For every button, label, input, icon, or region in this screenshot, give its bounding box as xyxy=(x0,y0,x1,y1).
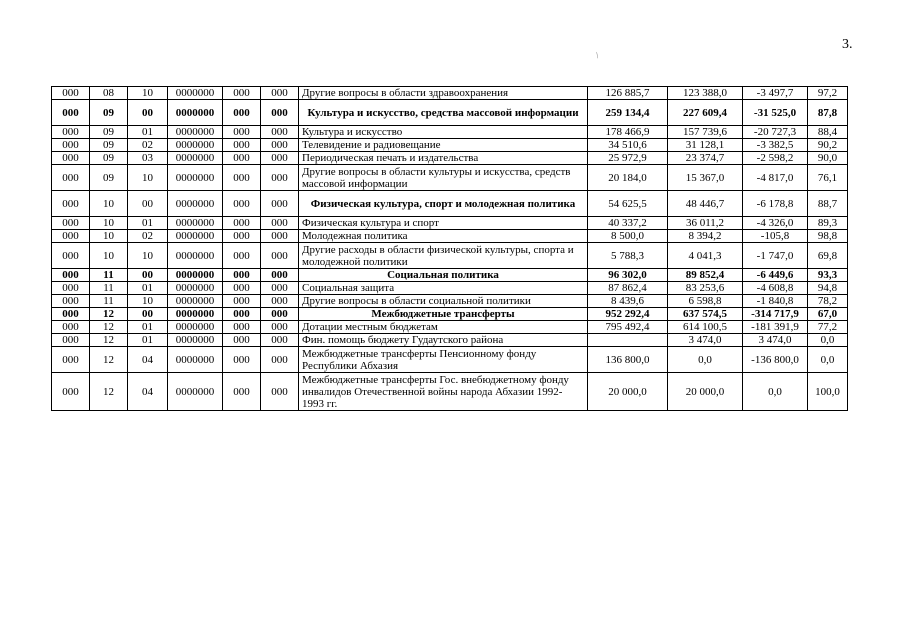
code-admin-cell: 000 xyxy=(52,373,90,411)
code-target-cell: 0000000 xyxy=(168,126,223,139)
budget-table xyxy=(51,86,848,411)
code-target-cell: 0000000 xyxy=(168,87,223,100)
code-section-cell: 10 xyxy=(90,191,128,217)
table-row xyxy=(52,87,848,100)
code-expense-type-cell: 000 xyxy=(223,373,261,411)
code-section-cell: 08 xyxy=(90,87,128,100)
item-name-cell: Физическая культура и спорт xyxy=(299,217,588,230)
planned-value-cell: 259 134,4 xyxy=(588,100,668,126)
deviation-value-cell: 0,0 xyxy=(743,373,808,411)
code-admin-cell: 000 xyxy=(52,334,90,347)
deviation-value-cell: -4 326,0 xyxy=(743,217,808,230)
planned-value-cell: 136 800,0 xyxy=(588,347,668,373)
table-row xyxy=(52,282,848,295)
deviation-value-cell: -4 608,8 xyxy=(743,282,808,295)
deviation-value-cell: -1 747,0 xyxy=(743,243,808,269)
percent-value-cell: 88,4 xyxy=(808,126,848,139)
code-expense-type-cell: 000 xyxy=(223,282,261,295)
table-row xyxy=(52,321,848,334)
code-section-cell: 11 xyxy=(90,295,128,308)
code-subsection-cell: 04 xyxy=(128,347,168,373)
code-econ-cell: 000 xyxy=(261,165,299,191)
code-expense-type-cell: 000 xyxy=(223,243,261,269)
code-subsection-cell: 01 xyxy=(128,334,168,347)
code-section-cell: 11 xyxy=(90,269,128,282)
code-admin-cell: 000 xyxy=(52,191,90,217)
code-econ-cell: 000 xyxy=(261,321,299,334)
percent-value-cell: 93,3 xyxy=(808,269,848,282)
code-expense-type-cell: 000 xyxy=(223,139,261,152)
code-section-cell: 10 xyxy=(90,243,128,269)
planned-value-cell: 96 302,0 xyxy=(588,269,668,282)
planned-value-cell: 8 500,0 xyxy=(588,230,668,243)
code-admin-cell: 000 xyxy=(52,87,90,100)
code-expense-type-cell: 000 xyxy=(223,321,261,334)
code-expense-type-cell: 000 xyxy=(223,230,261,243)
deviation-value-cell: -1 840,8 xyxy=(743,295,808,308)
code-subsection-cell: 10 xyxy=(128,87,168,100)
code-subsection-cell: 10 xyxy=(128,243,168,269)
code-expense-type-cell: 000 xyxy=(223,100,261,126)
pen-mark: / xyxy=(593,50,601,60)
code-target-cell: 0000000 xyxy=(168,334,223,347)
code-target-cell: 0000000 xyxy=(168,269,223,282)
item-name-cell: Социальная защита xyxy=(299,282,588,295)
code-target-cell: 0000000 xyxy=(168,165,223,191)
actual-value-cell: 6 598,8 xyxy=(668,295,743,308)
planned-value-cell: 34 510,6 xyxy=(588,139,668,152)
actual-value-cell: 20 000,0 xyxy=(668,373,743,411)
code-econ-cell: 000 xyxy=(261,100,299,126)
actual-value-cell: 36 011,2 xyxy=(668,217,743,230)
percent-value-cell: 69,8 xyxy=(808,243,848,269)
code-econ-cell: 000 xyxy=(261,126,299,139)
code-subsection-cell: 02 xyxy=(128,230,168,243)
table-row xyxy=(52,308,848,321)
table-row xyxy=(52,152,848,165)
code-subsection-cell: 01 xyxy=(128,126,168,139)
actual-value-cell: 614 100,5 xyxy=(668,321,743,334)
table-row xyxy=(52,334,848,347)
code-target-cell: 0000000 xyxy=(168,139,223,152)
code-subsection-cell: 00 xyxy=(128,269,168,282)
item-name-cell: Другие вопросы в области культуры и искусства, средств массовой информации xyxy=(299,165,588,191)
code-section-cell: 09 xyxy=(90,165,128,191)
actual-value-cell: 157 739,6 xyxy=(668,126,743,139)
deviation-value-cell: -3 382,5 xyxy=(743,139,808,152)
code-expense-type-cell: 000 xyxy=(223,152,261,165)
code-target-cell: 0000000 xyxy=(168,373,223,411)
deviation-value-cell: -136 800,0 xyxy=(743,347,808,373)
code-admin-cell: 000 xyxy=(52,295,90,308)
code-subsection-cell: 03 xyxy=(128,152,168,165)
table-body xyxy=(52,87,848,411)
code-subsection-cell: 00 xyxy=(128,308,168,321)
table-row xyxy=(52,347,848,373)
percent-value-cell: 90,2 xyxy=(808,139,848,152)
table-row xyxy=(52,165,848,191)
code-target-cell: 0000000 xyxy=(168,100,223,126)
deviation-value-cell: -31 525,0 xyxy=(743,100,808,126)
code-expense-type-cell: 000 xyxy=(223,269,261,282)
planned-value-cell: 87 862,4 xyxy=(588,282,668,295)
code-subsection-cell: 00 xyxy=(128,191,168,217)
item-name-cell: Другие вопросы в области здравоохранения xyxy=(299,87,588,100)
planned-value-cell: 5 788,3 xyxy=(588,243,668,269)
code-admin-cell: 000 xyxy=(52,243,90,269)
code-expense-type-cell: 000 xyxy=(223,334,261,347)
code-admin-cell: 000 xyxy=(52,152,90,165)
actual-value-cell: 83 253,6 xyxy=(668,282,743,295)
deviation-value-cell: -314 717,9 xyxy=(743,308,808,321)
deviation-value-cell: -6 178,8 xyxy=(743,191,808,217)
table-row xyxy=(52,230,848,243)
table-row xyxy=(52,139,848,152)
actual-value-cell: 23 374,7 xyxy=(668,152,743,165)
code-subsection-cell: 01 xyxy=(128,282,168,295)
percent-value-cell: 67,0 xyxy=(808,308,848,321)
code-subsection-cell: 04 xyxy=(128,373,168,411)
item-name-cell: Дотации местным бюджетам xyxy=(299,321,588,334)
item-name-cell: Фин. помощь бюджету Гудаутского района xyxy=(299,334,588,347)
code-expense-type-cell: 000 xyxy=(223,126,261,139)
code-section-cell: 11 xyxy=(90,282,128,295)
code-expense-type-cell: 000 xyxy=(223,347,261,373)
code-section-cell: 10 xyxy=(90,230,128,243)
percent-value-cell: 0,0 xyxy=(808,347,848,373)
code-section-cell: 09 xyxy=(90,100,128,126)
table-row xyxy=(52,217,848,230)
item-name-cell: Телевидение и радиовещание xyxy=(299,139,588,152)
code-econ-cell: 000 xyxy=(261,334,299,347)
item-name-cell: Межбюджетные трансферты xyxy=(299,308,588,321)
code-section-cell: 09 xyxy=(90,139,128,152)
code-section-cell: 12 xyxy=(90,308,128,321)
actual-value-cell: 48 446,7 xyxy=(668,191,743,217)
code-admin-cell: 000 xyxy=(52,230,90,243)
code-admin-cell: 000 xyxy=(52,321,90,334)
actual-value-cell: 31 128,1 xyxy=(668,139,743,152)
percent-value-cell: 78,2 xyxy=(808,295,848,308)
page-number: 3. xyxy=(842,37,853,52)
code-subsection-cell: 00 xyxy=(128,100,168,126)
item-name-cell: Другие расходы в области физической культуры, спорта и молодежной политики xyxy=(299,243,588,269)
actual-value-cell: 4 041,3 xyxy=(668,243,743,269)
actual-value-cell: 227 609,4 xyxy=(668,100,743,126)
code-target-cell: 0000000 xyxy=(168,347,223,373)
code-admin-cell: 000 xyxy=(52,126,90,139)
code-subsection-cell: 10 xyxy=(128,295,168,308)
percent-value-cell: 89,3 xyxy=(808,217,848,230)
code-expense-type-cell: 000 xyxy=(223,308,261,321)
code-target-cell: 0000000 xyxy=(168,217,223,230)
deviation-value-cell: -181 391,9 xyxy=(743,321,808,334)
planned-value-cell: 25 972,9 xyxy=(588,152,668,165)
code-subsection-cell: 02 xyxy=(128,139,168,152)
code-expense-type-cell: 000 xyxy=(223,295,261,308)
code-target-cell: 0000000 xyxy=(168,230,223,243)
code-expense-type-cell: 000 xyxy=(223,87,261,100)
code-econ-cell: 000 xyxy=(261,191,299,217)
item-name-cell: Культура и искусство, средства массовой информации xyxy=(299,100,588,126)
actual-value-cell: 123 388,0 xyxy=(668,87,743,100)
code-admin-cell: 000 xyxy=(52,282,90,295)
planned-value-cell: 40 337,2 xyxy=(588,217,668,230)
code-target-cell: 0000000 xyxy=(168,295,223,308)
table-row xyxy=(52,295,848,308)
code-econ-cell: 000 xyxy=(261,217,299,230)
planned-value-cell xyxy=(588,334,668,347)
actual-value-cell: 637 574,5 xyxy=(668,308,743,321)
percent-value-cell: 94,8 xyxy=(808,282,848,295)
code-expense-type-cell: 000 xyxy=(223,165,261,191)
deviation-value-cell: -105,8 xyxy=(743,230,808,243)
code-econ-cell: 000 xyxy=(261,87,299,100)
percent-value-cell: 88,7 xyxy=(808,191,848,217)
code-admin-cell: 000 xyxy=(52,165,90,191)
item-name-cell: Другие вопросы в области социальной политики xyxy=(299,295,588,308)
code-admin-cell: 000 xyxy=(52,308,90,321)
code-econ-cell: 000 xyxy=(261,230,299,243)
deviation-value-cell: -6 449,6 xyxy=(743,269,808,282)
code-section-cell: 09 xyxy=(90,126,128,139)
code-section-cell: 12 xyxy=(90,334,128,347)
percent-value-cell: 0,0 xyxy=(808,334,848,347)
table-row xyxy=(52,100,848,126)
code-econ-cell: 000 xyxy=(261,295,299,308)
planned-value-cell: 178 466,9 xyxy=(588,126,668,139)
item-name-cell: Физическая культура, спорт и молодежная политика xyxy=(299,191,588,217)
item-name-cell: Молодежная политика xyxy=(299,230,588,243)
percent-value-cell: 87,8 xyxy=(808,100,848,126)
percent-value-cell: 77,2 xyxy=(808,321,848,334)
code-econ-cell: 000 xyxy=(261,347,299,373)
planned-value-cell: 20 000,0 xyxy=(588,373,668,411)
item-name-cell: Межбюджетные трансферты Гос. внебюджетному фонду инвалидов Отечественной войны народа Абхазии 1992-1993 гг. xyxy=(299,373,588,411)
code-subsection-cell: 01 xyxy=(128,321,168,334)
actual-value-cell: 15 367,0 xyxy=(668,165,743,191)
planned-value-cell: 795 492,4 xyxy=(588,321,668,334)
planned-value-cell: 54 625,5 xyxy=(588,191,668,217)
deviation-value-cell: -20 727,3 xyxy=(743,126,808,139)
percent-value-cell: 76,1 xyxy=(808,165,848,191)
planned-value-cell: 8 439,6 xyxy=(588,295,668,308)
item-name-cell: Социальная политика xyxy=(299,269,588,282)
code-econ-cell: 000 xyxy=(261,243,299,269)
table-row xyxy=(52,243,848,269)
code-section-cell: 10 xyxy=(90,217,128,230)
code-admin-cell: 000 xyxy=(52,100,90,126)
table-row xyxy=(52,269,848,282)
table-row xyxy=(52,126,848,139)
code-admin-cell: 000 xyxy=(52,269,90,282)
code-expense-type-cell: 000 xyxy=(223,191,261,217)
item-name-cell: Культура и искусство xyxy=(299,126,588,139)
percent-value-cell: 98,8 xyxy=(808,230,848,243)
deviation-value-cell: -3 497,7 xyxy=(743,87,808,100)
actual-value-cell: 0,0 xyxy=(668,347,743,373)
deviation-value-cell: -4 817,0 xyxy=(743,165,808,191)
percent-value-cell: 90,0 xyxy=(808,152,848,165)
item-name-cell: Периодическая печать и издательства xyxy=(299,152,588,165)
actual-value-cell: 8 394,2 xyxy=(668,230,743,243)
code-target-cell: 0000000 xyxy=(168,191,223,217)
table-row xyxy=(52,191,848,217)
code-section-cell: 09 xyxy=(90,152,128,165)
code-admin-cell: 000 xyxy=(52,217,90,230)
code-admin-cell: 000 xyxy=(52,139,90,152)
code-econ-cell: 000 xyxy=(261,373,299,411)
code-econ-cell: 000 xyxy=(261,139,299,152)
code-target-cell: 0000000 xyxy=(168,308,223,321)
planned-value-cell: 952 292,4 xyxy=(588,308,668,321)
planned-value-cell: 126 885,7 xyxy=(588,87,668,100)
deviation-value-cell: 3 474,0 xyxy=(743,334,808,347)
code-econ-cell: 000 xyxy=(261,282,299,295)
percent-value-cell: 97,2 xyxy=(808,87,848,100)
code-admin-cell: 000 xyxy=(52,347,90,373)
code-econ-cell: 000 xyxy=(261,152,299,165)
code-econ-cell: 000 xyxy=(261,308,299,321)
actual-value-cell: 3 474,0 xyxy=(668,334,743,347)
code-target-cell: 0000000 xyxy=(168,152,223,165)
code-section-cell: 12 xyxy=(90,347,128,373)
actual-value-cell: 89 852,4 xyxy=(668,269,743,282)
code-section-cell: 12 xyxy=(90,373,128,411)
percent-value-cell: 100,0 xyxy=(808,373,848,411)
item-name-cell: Межбюджетные трансферты Пенсионному фонду Республики Абхазия xyxy=(299,347,588,373)
code-target-cell: 0000000 xyxy=(168,321,223,334)
code-subsection-cell: 10 xyxy=(128,165,168,191)
table-row xyxy=(52,373,848,411)
code-section-cell: 12 xyxy=(90,321,128,334)
code-econ-cell: 000 xyxy=(261,269,299,282)
planned-value-cell: 20 184,0 xyxy=(588,165,668,191)
code-subsection-cell: 01 xyxy=(128,217,168,230)
code-target-cell: 0000000 xyxy=(168,243,223,269)
code-target-cell: 0000000 xyxy=(168,282,223,295)
deviation-value-cell: -2 598,2 xyxy=(743,152,808,165)
code-expense-type-cell: 000 xyxy=(223,217,261,230)
